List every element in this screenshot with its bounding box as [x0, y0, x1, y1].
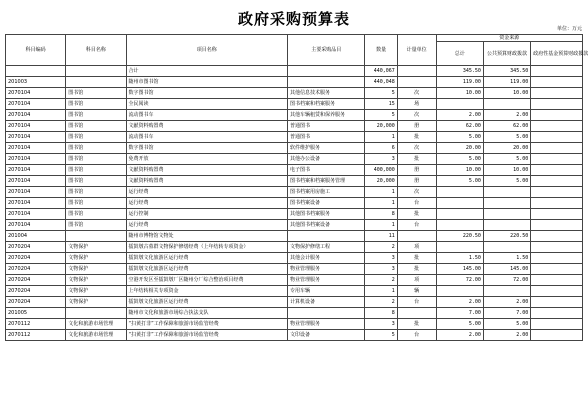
cell-category: 软件维护服务	[287, 143, 365, 154]
cell-fund2	[531, 187, 583, 198]
cell-public: 62.00	[483, 121, 530, 132]
cell-category: 文物保护修缮工程	[287, 242, 365, 253]
cell-project: 随州市博物馆文物处	[126, 231, 287, 242]
table-row	[6, 121, 583, 132]
cell-total	[436, 209, 483, 220]
cell-project: 擂鼓墩古墓群文物保护修缮经费（上年结转专项资金）	[126, 242, 287, 253]
header-total: 总计	[436, 42, 483, 66]
cell-name: 文物保护	[66, 275, 126, 286]
cell-fund2	[531, 220, 583, 231]
cell-public: 2.00	[483, 297, 530, 308]
cell-name: 图书馆	[66, 187, 126, 198]
cell-project: 数字图书馆	[126, 88, 287, 99]
cell-category: 普通图书	[287, 132, 365, 143]
cell-unit	[397, 231, 436, 242]
cell-qty: 440,067	[365, 66, 397, 77]
cell-public: 119.00	[483, 77, 530, 88]
budget-table	[5, 34, 588, 341]
cell-project: 文献资料购置费	[126, 176, 287, 187]
cell-qty: 8	[365, 209, 397, 220]
cell-unit: 台	[397, 220, 436, 231]
cell-name: 图书馆	[66, 220, 126, 231]
cell-category	[287, 77, 365, 88]
cell-public: 220.50	[483, 231, 530, 242]
table-row	[6, 77, 583, 88]
cell-name: 图书馆	[66, 121, 126, 132]
cell-unit: 次	[397, 110, 436, 121]
cell-fund2	[531, 176, 583, 187]
cell-unit: 项	[397, 275, 436, 286]
cell-code: 2070104	[6, 110, 66, 121]
table-row	[6, 198, 583, 209]
cell-total: 2.00	[436, 330, 483, 341]
cell-unit: 辆	[397, 286, 436, 297]
cell-category: 计算机设备	[287, 297, 365, 308]
cell-code: 201004	[6, 231, 66, 242]
cell-total: 10.00	[436, 165, 483, 176]
table-row	[6, 66, 583, 77]
cell-qty: 440,048	[365, 77, 397, 88]
table-row	[6, 187, 583, 198]
cell-total: 5.00	[436, 132, 483, 143]
cell-project: 运行控制	[126, 209, 287, 220]
cell-code: 2070104	[6, 121, 66, 132]
cell-total: 2.00	[436, 297, 483, 308]
cell-name	[66, 231, 126, 242]
page-title: 政府采购预算表	[237, 10, 350, 28]
cell-name: 文化和旅游市场管理	[66, 330, 126, 341]
cell-fund2	[531, 198, 583, 209]
table-row	[6, 264, 583, 275]
cell-category: 图书档案和档案服务管理	[287, 176, 365, 187]
cell-category: 图书档案设备	[287, 198, 365, 209]
cell-total: 7.00	[436, 308, 483, 319]
cell-fund2	[531, 308, 583, 319]
cell-code	[6, 66, 66, 77]
cell-name: 文化和旅游市场管理	[66, 319, 126, 330]
cell-qty: 3	[365, 319, 397, 330]
cell-code: 2070104	[6, 176, 66, 187]
cell-unit: 册	[397, 165, 436, 176]
cell-code: 2070104	[6, 154, 66, 165]
cell-project: 全民阅读	[126, 99, 287, 110]
cell-fund2	[531, 165, 583, 176]
cell-qty: 15	[365, 99, 397, 110]
cell-qty: 1	[365, 187, 397, 198]
cell-project: 运行经费	[126, 187, 287, 198]
cell-fund2	[531, 88, 583, 99]
cell-fund2	[531, 253, 583, 264]
cell-total	[436, 220, 483, 231]
cell-public: 5.00	[483, 319, 530, 330]
cell-category: 图书档案和档案服务	[287, 99, 365, 110]
cell-category: 其他信息技术服务	[287, 88, 365, 99]
cell-project: 擂鼓墩文化旅游区运行经费	[126, 264, 287, 275]
table-row	[6, 143, 583, 154]
cell-project: 流动图书车	[126, 132, 287, 143]
header-category: 主要采购品目	[287, 35, 365, 66]
cell-qty: 1	[365, 220, 397, 231]
cell-code: 2070104	[6, 209, 66, 220]
cell-unit: 批	[397, 132, 436, 143]
cell-qty: 6	[365, 143, 397, 154]
cell-unit	[397, 308, 436, 319]
cell-total: 62.00	[436, 121, 483, 132]
cell-project: 运行经费	[126, 220, 287, 231]
cell-public	[483, 187, 530, 198]
cell-category	[287, 66, 365, 77]
cell-fund2	[531, 297, 583, 308]
cell-category: 其他办公设备	[287, 154, 365, 165]
cell-fund2	[531, 330, 583, 341]
cell-qty: 1	[365, 286, 397, 297]
table-row	[6, 88, 583, 99]
cell-public: 10.00	[483, 88, 530, 99]
cell-public	[483, 220, 530, 231]
cell-name: 图书馆	[66, 110, 126, 121]
cell-total: 2.00	[436, 110, 483, 121]
cell-total: 5.00	[436, 154, 483, 165]
cell-public: 72.00	[483, 275, 530, 286]
cell-qty: 8	[365, 308, 397, 319]
cell-fund2	[531, 209, 583, 220]
cell-name: 文物保护	[66, 297, 126, 308]
cell-project: 流动图书车	[126, 110, 287, 121]
cell-name	[66, 66, 126, 77]
cell-unit: 次	[397, 88, 436, 99]
cell-code: 2070204	[6, 253, 66, 264]
cell-code: 2070104	[6, 88, 66, 99]
cell-fund2	[531, 286, 583, 297]
cell-category: 其他车辆租赁和保养服务	[287, 110, 365, 121]
cell-fund2	[531, 143, 583, 154]
table-row	[6, 275, 583, 286]
cell-project: “扫黄打非”工作保障和旅游市场监管经费	[126, 330, 287, 341]
header-project: 项目名称	[126, 35, 287, 66]
table-body	[6, 66, 583, 341]
cell-project: 运行经费	[126, 198, 287, 209]
cell-total: 345.50	[436, 66, 483, 77]
cell-project: 空港开发区至擂鼓墩厂区随州分厂综合整治项目经费	[126, 275, 287, 286]
cell-category: 文印设备	[287, 330, 365, 341]
cell-total	[436, 242, 483, 253]
cell-total	[436, 187, 483, 198]
cell-code: 2070104	[6, 143, 66, 154]
cell-fund2	[531, 264, 583, 275]
cell-category: 物业管理服务	[287, 264, 365, 275]
cell-unit: 册	[397, 176, 436, 187]
header-gov-fund: 政府性基金预算财政拨款	[531, 42, 583, 66]
table-row	[6, 297, 583, 308]
cell-name: 图书馆	[66, 88, 126, 99]
table-row	[6, 242, 583, 253]
cell-project: 免费开放	[126, 154, 287, 165]
cell-total: 5.00	[436, 319, 483, 330]
cell-project: “扫黄打非”工作保障和旅游市场监管经费	[126, 319, 287, 330]
cell-project: 擂鼓墩文化旅游区运行经费	[126, 297, 287, 308]
cell-category: 其他图书档案服务	[287, 209, 365, 220]
cell-name: 文物保护	[66, 242, 126, 253]
cell-fund2	[531, 66, 583, 77]
cell-name: 图书馆	[66, 143, 126, 154]
cell-code: 2070104	[6, 220, 66, 231]
cell-code: 2070112	[6, 330, 66, 341]
cell-code: 2070204	[6, 275, 66, 286]
cell-qty: 1	[365, 132, 397, 143]
cell-total: 119.00	[436, 77, 483, 88]
cell-unit: 批	[397, 154, 436, 165]
header-name: 科目名称	[66, 35, 126, 66]
cell-qty: 5	[365, 88, 397, 99]
cell-qty: 5	[365, 330, 397, 341]
cell-code: 2070112	[6, 319, 66, 330]
cell-total: 145.00	[436, 264, 483, 275]
cell-category: 物业管理服务	[287, 319, 365, 330]
cell-qty: 2	[365, 297, 397, 308]
table-row	[6, 308, 583, 319]
cell-qty: 2	[365, 242, 397, 253]
cell-public: 1.50	[483, 253, 530, 264]
cell-fund2	[531, 231, 583, 242]
cell-category: 其他会计服务	[287, 253, 365, 264]
cell-public	[483, 99, 530, 110]
cell-fund2	[531, 77, 583, 88]
cell-project: 文献资料购置费	[126, 165, 287, 176]
cell-project: 文献资料购置费	[126, 121, 287, 132]
cell-name: 文物保护	[66, 253, 126, 264]
cell-total: 220.50	[436, 231, 483, 242]
cell-qty: 3	[365, 264, 397, 275]
cell-public: 5.00	[483, 132, 530, 143]
cell-fund2	[531, 99, 583, 110]
cell-name: 图书馆	[66, 209, 126, 220]
cell-public	[483, 209, 530, 220]
cell-fund2	[531, 319, 583, 330]
cell-unit: 册	[397, 121, 436, 132]
cell-fund2	[531, 154, 583, 165]
cell-public: 2.00	[483, 110, 530, 121]
table-row	[6, 110, 583, 121]
table-row	[6, 220, 583, 231]
cell-category: 图书档案用房施工	[287, 187, 365, 198]
cell-unit: 批	[397, 319, 436, 330]
cell-code: 201003	[6, 77, 66, 88]
cell-unit: 批	[397, 264, 436, 275]
cell-category	[287, 231, 365, 242]
cell-name: 图书馆	[66, 132, 126, 143]
cell-name: 图书馆	[66, 165, 126, 176]
header-code: 科目编码	[6, 35, 66, 66]
cell-qty: 2	[365, 275, 397, 286]
cell-public: 10.00	[483, 165, 530, 176]
cell-category: 电子图书	[287, 165, 365, 176]
cell-unit: 项	[397, 242, 436, 253]
table-row	[6, 99, 583, 110]
cell-qty: 400,000	[365, 165, 397, 176]
cell-qty: 11	[365, 231, 397, 242]
cell-qty: 3	[365, 253, 397, 264]
cell-unit: 次	[397, 187, 436, 198]
header-fund-source: 资金来源	[436, 35, 582, 42]
cell-total: 1.50	[436, 253, 483, 264]
cell-project: 擂鼓墩文化旅游区运行经费	[126, 253, 287, 264]
cell-total: 72.00	[436, 275, 483, 286]
cell-name: 图书馆	[66, 198, 126, 209]
cell-project: 数字图书馆	[126, 143, 287, 154]
cell-unit	[397, 77, 436, 88]
cell-name: 文物保护	[66, 264, 126, 275]
table-row	[6, 176, 583, 187]
header-unit: 计量单位	[397, 35, 436, 66]
cell-name: 文物保护	[66, 286, 126, 297]
cell-fund2	[531, 275, 583, 286]
cell-code: 2070104	[6, 198, 66, 209]
table-row	[6, 231, 583, 242]
cell-public	[483, 242, 530, 253]
table-row	[6, 330, 583, 341]
cell-qty: 5	[365, 110, 397, 121]
cell-category: 普通图书	[287, 121, 365, 132]
cell-code: 2070104	[6, 99, 66, 110]
cell-public: 5.00	[483, 176, 530, 187]
cell-public: 20.00	[483, 143, 530, 154]
cell-name: 图书馆	[66, 154, 126, 165]
cell-public	[483, 198, 530, 209]
table-row	[6, 165, 583, 176]
cell-project: 上年结转相关专项资金	[126, 286, 287, 297]
cell-code: 2070204	[6, 264, 66, 275]
cell-total	[436, 286, 483, 297]
cell-project: 随州市图书馆	[126, 77, 287, 88]
cell-fund2	[531, 242, 583, 253]
cell-code: 2070204	[6, 242, 66, 253]
cell-fund2	[531, 121, 583, 132]
cell-category: 物业管理服务	[287, 275, 365, 286]
table-header	[6, 35, 588, 66]
table-row	[6, 319, 583, 330]
cell-total	[436, 99, 483, 110]
cell-qty: 20,000	[365, 121, 397, 132]
cell-name	[66, 77, 126, 88]
cell-code: 2070204	[6, 297, 66, 308]
unit-label: 单位：万元	[556, 26, 582, 32]
cell-qty: 3	[365, 154, 397, 165]
cell-unit: 批	[397, 253, 436, 264]
table-row	[6, 154, 583, 165]
cell-unit: 批	[397, 209, 436, 220]
cell-unit: 台	[397, 330, 436, 341]
cell-unit: 台	[397, 198, 436, 209]
cell-name	[66, 308, 126, 319]
cell-unit: 台	[397, 297, 436, 308]
cell-unit: 次	[397, 143, 436, 154]
header-qty: 数量	[365, 35, 397, 66]
cell-fund2	[531, 110, 583, 121]
cell-name: 图书馆	[66, 99, 126, 110]
cell-total: 10.00	[436, 88, 483, 99]
cell-code: 2070204	[6, 286, 66, 297]
cell-project: 随州市文化和旅游市场综合执法支队	[126, 308, 287, 319]
cell-category: 专用车辆	[287, 286, 365, 297]
cell-unit	[397, 66, 436, 77]
cell-qty: 1	[365, 198, 397, 209]
cell-public: 345.50	[483, 66, 530, 77]
cell-fund2	[531, 132, 583, 143]
cell-code: 2070104	[6, 132, 66, 143]
cell-total: 5.00	[436, 176, 483, 187]
cell-code: 2070104	[6, 187, 66, 198]
cell-public: 145.00	[483, 264, 530, 275]
table-row	[6, 253, 583, 264]
cell-code: 201005	[6, 308, 66, 319]
cell-code: 2070104	[6, 165, 66, 176]
cell-category	[287, 308, 365, 319]
header-public-budget: 公共预算财政拨款	[483, 42, 530, 66]
cell-total	[436, 198, 483, 209]
table-row	[6, 286, 583, 297]
cell-public: 2.00	[483, 330, 530, 341]
table-row	[6, 209, 583, 220]
cell-name: 图书馆	[66, 176, 126, 187]
cell-public: 5.00	[483, 154, 530, 165]
cell-total: 20.00	[436, 143, 483, 154]
cell-public: 7.00	[483, 308, 530, 319]
cell-category: 其他图书档案设备	[287, 220, 365, 231]
cell-unit: 场	[397, 99, 436, 110]
cell-project: 合计	[126, 66, 287, 77]
cell-qty: 20,000	[365, 176, 397, 187]
cell-public	[483, 286, 530, 297]
table-row	[6, 132, 583, 143]
